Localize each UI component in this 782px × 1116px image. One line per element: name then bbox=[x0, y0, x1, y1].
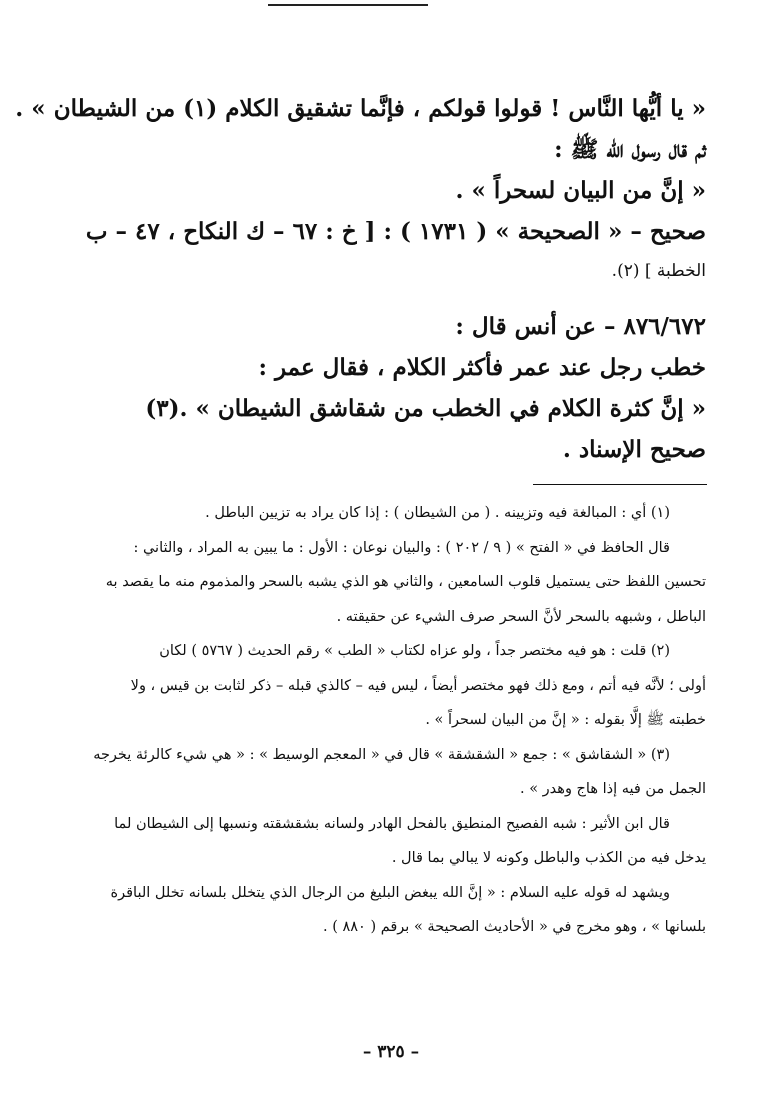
footnotes bbox=[92, 503, 706, 952]
footnote-line: يدخل فيه من الكذب والباطل وكونه لا يبالي بما قال . bbox=[391, 850, 706, 866]
grading-continuation: الخطبة ] (٢). bbox=[611, 261, 706, 281]
grading-line: صحيح – « الصحيحة » ( ١٧٣١ ) : [ خ : ٦٧ – ك النكاح ، ٤٧ – ب bbox=[85, 218, 706, 245]
footnote-line: قال ابن الأثير : شبه الفصيح المنطيق بالفحل الهادر ولسانه بشقشقته ونسبها إلى الشيطان لما bbox=[114, 815, 670, 832]
hadith-text-line: « إنَّ من البيان لسحراً » . bbox=[455, 177, 706, 204]
top-rule bbox=[268, 4, 428, 6]
grading-line: صحيح الإسناد . bbox=[562, 436, 706, 463]
footnote-line: (٣) « الشقاشق » : جمع « الشقشقة » قال في « المعجم الوسيط » : « هي شيء كالرئة يخرجه bbox=[93, 746, 670, 763]
footnote-line: (١) أي : المبالغة فيه وتزيينه . ( من الشيطان ) : إذا كان يراد به تزيين الباطل . bbox=[205, 505, 670, 521]
footnote-line: تحسين اللفظ حتى يستميل قلوب السامعين ، والثاني هو الذي يشبه بالسحر والمذموم منه ما يقصد به bbox=[105, 574, 706, 590]
footnote-line: قال الحافظ في « الفتح » ( ٩ / ٢٠٢ ) : والبيان نوعان : الأول : ما يبين به المراد ، والثاني : bbox=[133, 539, 670, 556]
hadith-text-line: « إنَّ كثرة الكلام في الخطب من شقاشق الشيطان » .(٣) bbox=[145, 395, 706, 422]
footnote-separator bbox=[533, 484, 707, 485]
narration-line: خطب رجل عند عمر فأكثر الكلام ، فقال عمر : bbox=[258, 354, 706, 381]
page-number: – ٣٢٥ – bbox=[362, 1042, 420, 1062]
section-gap bbox=[92, 286, 706, 310]
footnote-line: الباطل ، وشبهه بالسحر لأنَّ السحر صرف الشيء عن حقيقته . bbox=[336, 608, 706, 625]
footnote-line: أولى ؛ لأنَّه فيه أتم ، ومع ذلك فهو مختصر أيضاً ، ليس فيه – كالذي قبله – ذكر لثابت بن قيس ، ولا bbox=[130, 677, 706, 694]
narration-line: ثم قال رسول الله ﷺ : bbox=[554, 136, 706, 163]
footnote-line: خطبته ﷺ إلَّا بقوله : « إنَّ من البيان لسحراً » . bbox=[425, 712, 706, 728]
footnote-line: بلسانها » ، وهو مخرج في « الأحاديث الصحيحة » برقم ( ٨٨٠ ) . bbox=[322, 919, 706, 935]
footnote-line: (٢) قلت : هو فيه مختصر جداً ، ولو عزاه لكتاب « الطب » رقم الحديث ( ٥٧٦٧ ) لكان bbox=[159, 643, 670, 659]
footnote-line: الجمل من فيه إذا هاج وهدر » . bbox=[519, 781, 706, 797]
hadith-text-line: « يا أيُّها النَّاس ! قولوا قولكم ، فإنَّما تشقيق الكلام (١) من الشيطان » . bbox=[15, 95, 706, 122]
footnote-line: ويشهد له قوله عليه السلام : « إنَّ الله يبغض البليغ من الرجال الذي يتخلل بلسانه تخلل الباقرة bbox=[110, 884, 670, 901]
hadith-number-heading: ٨٧٦/٦٧٢ – عن أنس قال : bbox=[455, 313, 706, 340]
main-text bbox=[15, 92, 706, 466]
